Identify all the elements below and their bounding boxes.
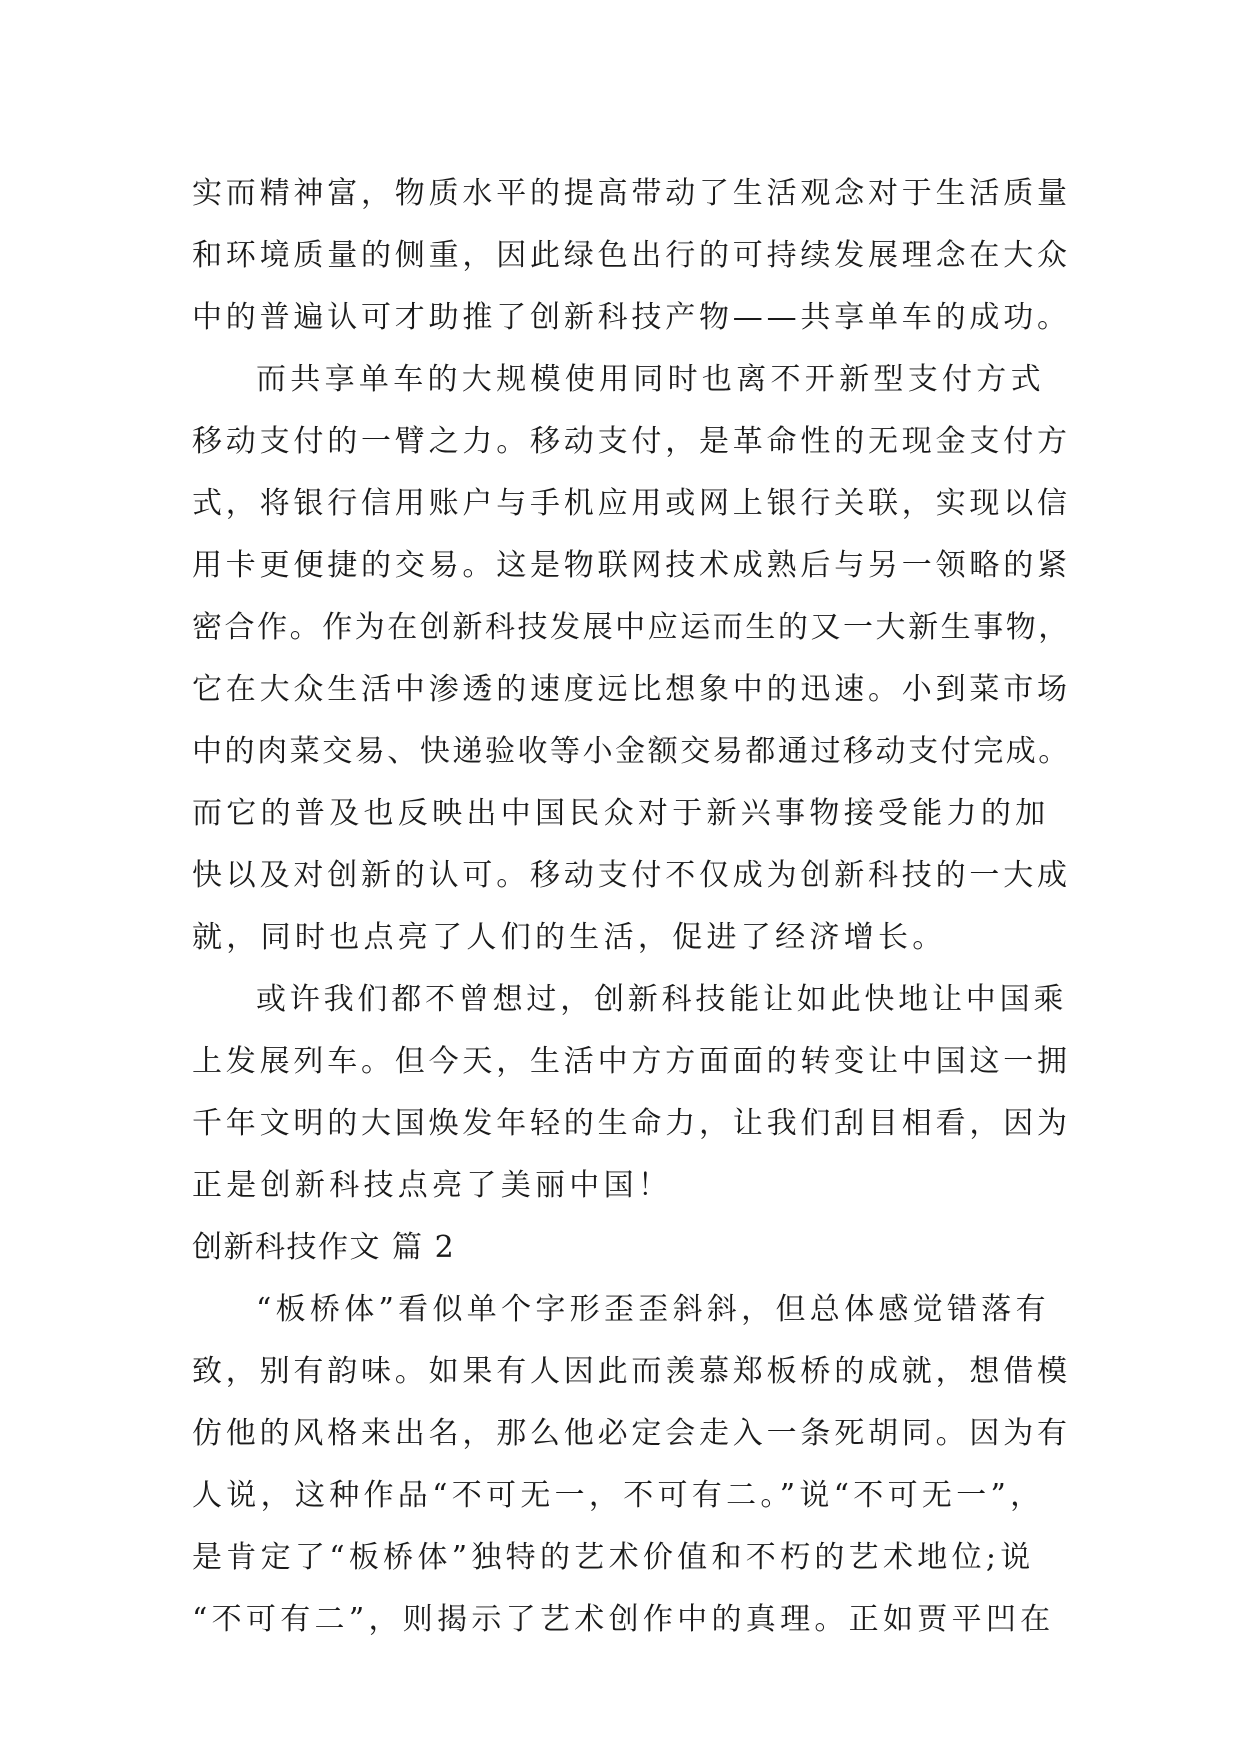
text-line: 快以及对创新的认可。移动支付不仅成为创新科技的一大成 bbox=[192, 858, 1071, 893]
text-line: 而它的普及也反映出中国民众对于新兴事物接受能力的加 bbox=[192, 796, 1050, 831]
essay-text bbox=[192, 163, 1072, 1651]
paragraph-first-line: “板桥体”看似单个字形歪歪斜斜，但总体感觉错落有 bbox=[256, 1292, 1050, 1327]
text-line: 用卡更便捷的交易。这是物联网技术成熟后与另一领略的紧 bbox=[192, 548, 1071, 583]
text-line: 致，别有韵味。如果有人因此而羡慕郑板桥的成就，想借模 bbox=[192, 1354, 1071, 1389]
text-line: 是肯定了“板桥体”独特的艺术价值和不朽的艺术地位;说 bbox=[192, 1540, 1035, 1575]
text-line: 实而精神富，物质水平的提高带动了生活观念对于生活质量 bbox=[192, 176, 1071, 211]
text-line: 中的普遍认可才助推了创新科技产物——共享单车的成功。 bbox=[192, 300, 1071, 335]
paragraph-first-line: 或许我们都不曾想过，创新科技能让如此快地让中国乘 bbox=[256, 982, 1068, 1017]
text-line: 就，同时也点亮了人们的生活，促进了经济增长。 bbox=[192, 920, 947, 955]
text-line: 和环境质量的侧重，因此绿色出行的可持续发展理念在大众 bbox=[192, 238, 1071, 273]
text-line: “不可有二”，则揭示了艺术创作中的真理。正如贾平凹在 bbox=[192, 1602, 1055, 1637]
paragraph-first-line: 而共享单车的大规模使用同时也离不开新型支付方式 bbox=[256, 362, 1045, 397]
text-line: 仿他的风格来出名，那么他必定会走入一条死胡同。因为有 bbox=[192, 1416, 1071, 1451]
text-line: 式，将银行信用账户与手机应用或网上银行关联，实现以信 bbox=[192, 486, 1071, 521]
text-line: 上发展列车。但今天，生活中方方面面的转变让中国这一拥 bbox=[192, 1044, 1071, 1079]
text-line: 它在大众生活中渗透的速度远比想象中的迅速。小到菜市场 bbox=[192, 672, 1071, 707]
text-line: 密合作。作为在创新科技发展中应运而生的又一大新生事物， bbox=[192, 610, 1071, 645]
text-line: 移动支付的一臂之力。移动支付，是革命性的无现金支付方 bbox=[192, 424, 1071, 459]
text-line: 中的肉菜交易、快递验收等小金额交易都通过移动支付完成。 bbox=[192, 734, 1071, 769]
section-heading: 创新科技作文 篇 2 bbox=[192, 1230, 456, 1265]
text-line: 千年文明的大国焕发年轻的生命力，让我们刮目相看，因为 bbox=[192, 1106, 1071, 1141]
text-line: 正是创新科技点亮了美丽中国！ bbox=[192, 1168, 673, 1203]
text-line: 人说，这种作品“不可无一，不可有二。”说“不可无一”， bbox=[192, 1478, 1045, 1513]
